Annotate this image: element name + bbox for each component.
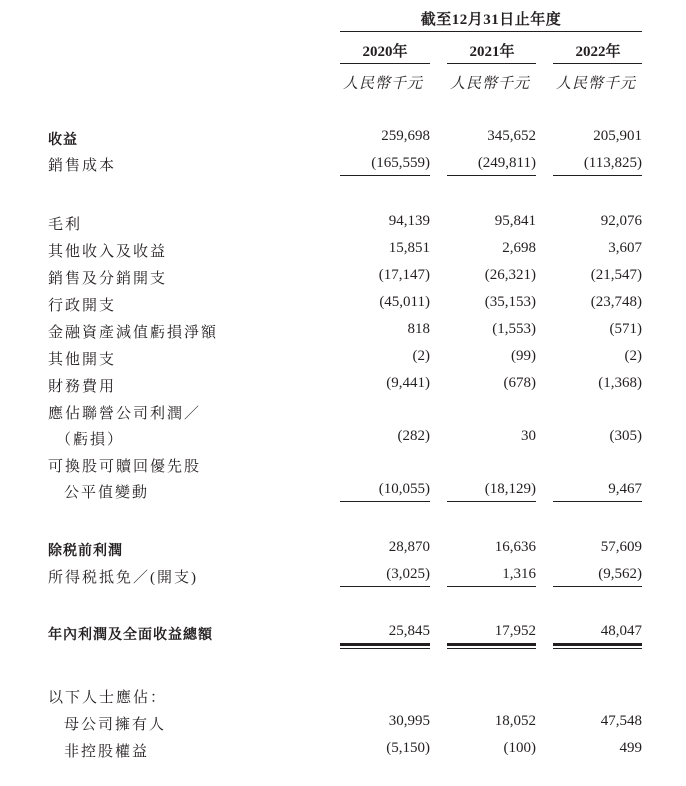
cell-value: (1,553) — [492, 321, 536, 337]
attributable-heading: 以下人士應佔： — [48, 690, 168, 706]
unit-label: 人民幣千元 — [555, 76, 636, 92]
cell-value: (2) — [624, 348, 642, 364]
row-label-total-profit: 年內利潤及全面收益總額 — [48, 627, 213, 643]
cell-value: 2,698 — [502, 240, 536, 256]
cell-value: 9,467 — [608, 481, 642, 497]
header-rule — [340, 31, 642, 32]
cell-value: 47,548 — [600, 713, 642, 729]
row-label-non-controlling-interests: 非控股權益 — [64, 744, 150, 760]
cell-value: 818 — [407, 321, 430, 337]
cell-value: (249,811) — [477, 155, 536, 171]
total-double-rule — [553, 643, 642, 649]
subtotal-rule — [447, 501, 536, 502]
cell-value: (10,055) — [378, 481, 430, 497]
cell-value: (26,321) — [484, 267, 536, 283]
cell-value: 16,636 — [494, 539, 536, 555]
row-label-finance-costs: 財務費用 — [48, 379, 117, 395]
cell-value: 18,052 — [494, 713, 536, 729]
cell-value: (100) — [503, 740, 536, 756]
cell-value: (9,562) — [598, 566, 642, 582]
cell-value: (1,368) — [598, 375, 642, 391]
period-header: 截至12月31日止年度 — [420, 12, 562, 28]
row-label-selling-expenses: 銷售及分銷開支 — [48, 271, 168, 287]
cell-value: 205,901 — [593, 128, 642, 144]
row-label-gross-profit: 毛利 — [48, 217, 83, 233]
cell-value: 57,609 — [600, 539, 642, 555]
year-2020-header: 2020年 — [362, 44, 408, 60]
total-double-rule — [340, 643, 430, 649]
cell-value: (17,147) — [378, 267, 430, 283]
subtotal-rule — [340, 501, 430, 502]
cell-value: (305) — [609, 428, 642, 444]
subtotal-rule — [553, 501, 642, 502]
cell-value: (5,150) — [386, 740, 430, 756]
cell-value: (165,559) — [371, 155, 430, 171]
total-double-rule — [447, 643, 536, 649]
cell-value: 25,845 — [388, 623, 430, 639]
year-rule — [340, 63, 430, 64]
subtotal-rule — [447, 175, 536, 176]
cell-value: 28,870 — [388, 539, 430, 555]
cell-value: 94,139 — [388, 213, 430, 229]
row-label-share-of-associates: 應佔聯營公司利潤／ — [48, 406, 202, 422]
cell-value: 92,076 — [600, 213, 642, 229]
cell-value: 15,851 — [388, 240, 430, 256]
cell-value: 30 — [521, 428, 536, 444]
row-label-admin-expenses: 行政開支 — [48, 298, 117, 314]
cell-value: 48,047 — [600, 623, 642, 639]
row-label-cost-of-sales: 銷售成本 — [48, 158, 117, 174]
cell-value: 345,652 — [487, 128, 536, 144]
unit-label: 人民幣千元 — [342, 76, 423, 92]
subtotal-rule — [447, 586, 536, 587]
subtotal-rule — [553, 586, 642, 587]
cell-value: (18,129) — [484, 481, 536, 497]
cell-value: (23,748) — [590, 294, 642, 310]
cell-value: 3,607 — [608, 240, 642, 256]
year-rule — [447, 63, 536, 64]
year-rule — [553, 63, 642, 64]
cell-value: (35,153) — [484, 294, 536, 310]
cell-value: (99) — [511, 348, 536, 364]
cell-value: (282) — [397, 428, 430, 444]
cell-value: (21,547) — [590, 267, 642, 283]
row-label-income-tax: 所得税抵免／(開支) — [48, 570, 198, 586]
year-2022-header: 2022年 — [575, 44, 621, 60]
cell-value: 95,841 — [494, 213, 536, 229]
cell-value: (3,025) — [386, 566, 430, 582]
cell-value: (9,441) — [386, 375, 430, 391]
row-label-preferred-shares: 可換股可贖回優先股 — [48, 459, 202, 475]
subtotal-rule — [553, 175, 642, 176]
cell-value: 1,316 — [502, 566, 536, 582]
row-label-other-income: 其他收入及收益 — [48, 244, 168, 260]
cell-value: (45,011) — [379, 294, 430, 310]
cell-value: 259,698 — [381, 128, 430, 144]
row-label-other-expenses: 其他開支 — [48, 352, 117, 368]
subtotal-rule — [340, 586, 430, 587]
row-label-revenue: 收益 — [48, 132, 78, 148]
cell-value: 499 — [619, 740, 642, 756]
cell-value: (571) — [609, 321, 642, 337]
cell-value: 17,952 — [494, 623, 536, 639]
cell-value: (2) — [412, 348, 430, 364]
row-label-share-of-associates-cont: （虧損） — [56, 432, 125, 448]
cell-value: (113,825) — [583, 155, 642, 171]
unit-label: 人民幣千元 — [449, 76, 530, 92]
year-2021-header: 2021年 — [469, 44, 515, 60]
cell-value: 30,995 — [388, 713, 430, 729]
row-label-profit-before-tax: 除税前利潤 — [48, 543, 123, 559]
cell-value: (678) — [503, 375, 536, 391]
row-label-owners-of-parent: 母公司擁有人 — [64, 717, 167, 733]
row-label-impairment-losses: 金融資產減值虧損淨額 — [48, 325, 219, 341]
row-label-fair-value-change: 公平值變動 — [64, 485, 150, 501]
subtotal-rule — [340, 175, 430, 176]
